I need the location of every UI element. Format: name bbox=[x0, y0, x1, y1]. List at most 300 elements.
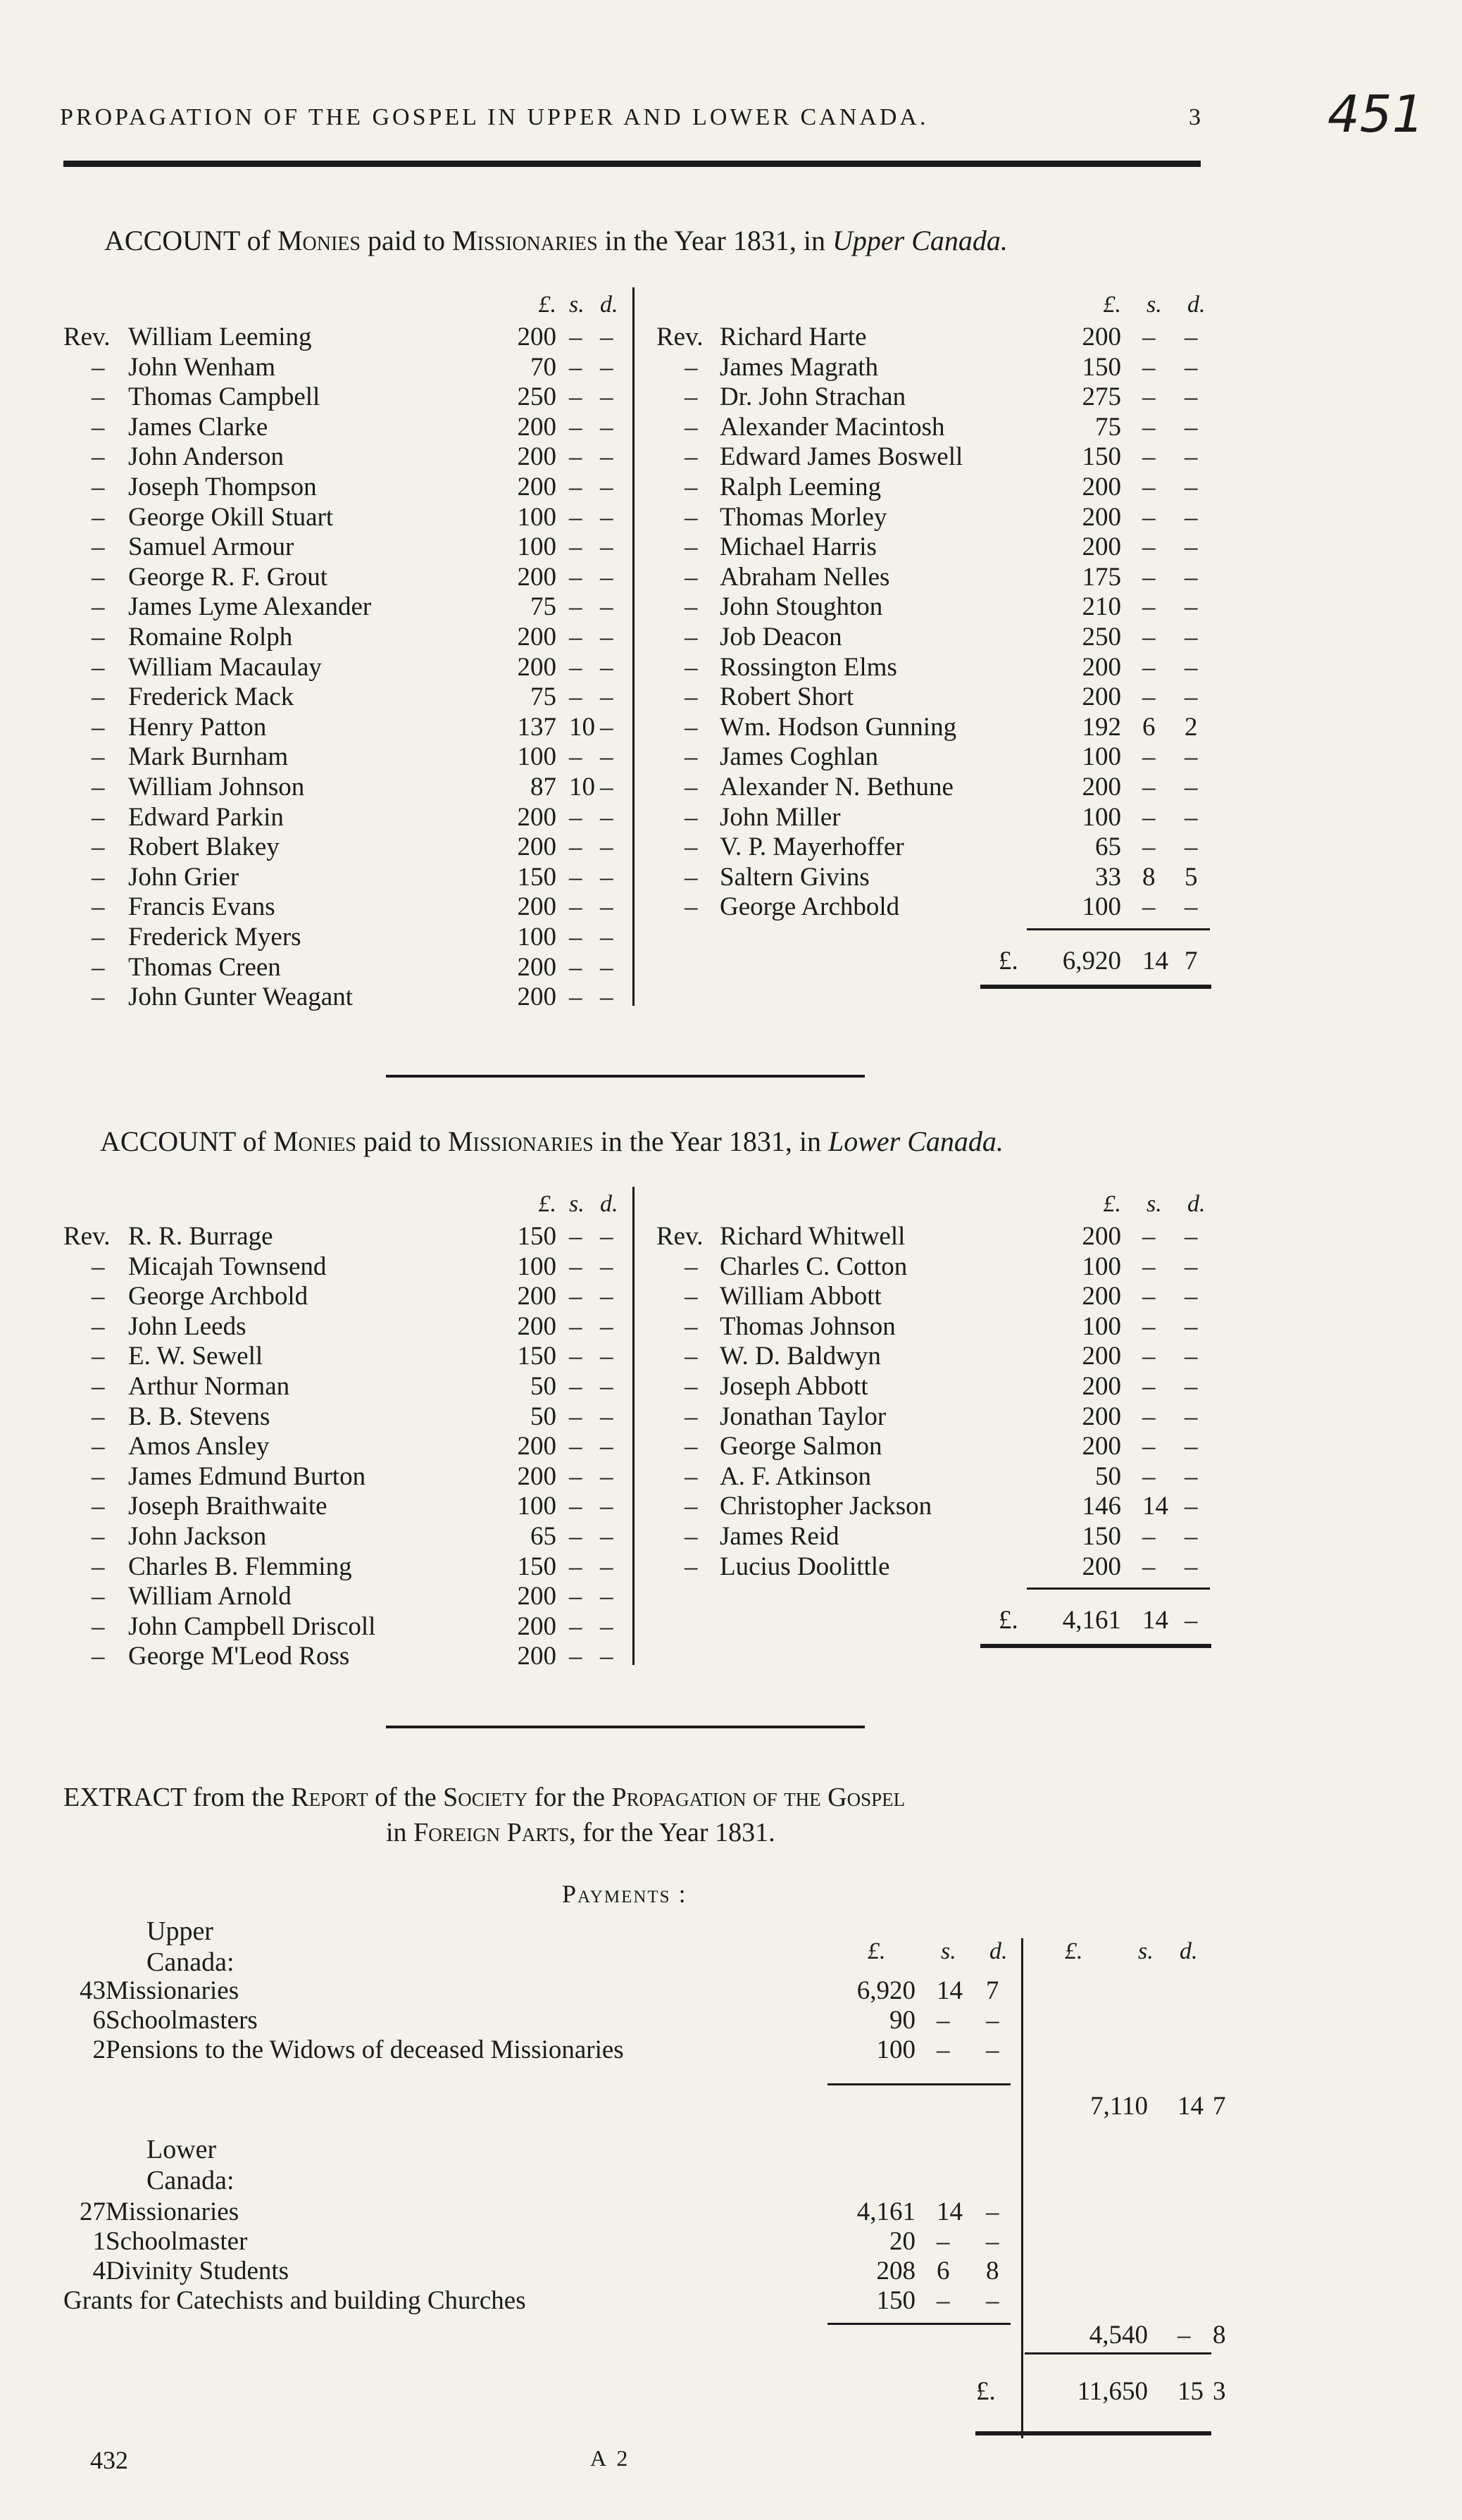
amount-pence: – bbox=[1185, 742, 1198, 772]
col-head-pounds: £. bbox=[1103, 292, 1121, 318]
missionary-name: William Leeming bbox=[128, 323, 312, 351]
amount-shillings: – bbox=[569, 1582, 582, 1611]
amount-shillings: – bbox=[1142, 1461, 1156, 1491]
subtotal-shillings: – bbox=[1177, 2321, 1191, 2350]
amount-pounds: 200 bbox=[517, 983, 556, 1012]
amount-pence: – bbox=[1185, 562, 1198, 592]
col-head-pence: d. bbox=[1187, 1191, 1206, 1217]
amount-shillings: – bbox=[1142, 832, 1156, 862]
name-prefix: – bbox=[92, 1252, 105, 1281]
subtotal-pence: 7 bbox=[1213, 2092, 1226, 2121]
amount-shillings: – bbox=[1142, 1282, 1156, 1311]
amount-shillings: 14 bbox=[1142, 1492, 1168, 1521]
subtotal-rule bbox=[827, 2323, 1011, 2325]
amount-pounds: 200 bbox=[517, 1582, 556, 1611]
amount-pounds: 50 bbox=[1095, 1461, 1121, 1491]
amount-pence: – bbox=[1185, 1432, 1198, 1461]
name-prefix: – bbox=[92, 382, 105, 412]
amount-shillings: – bbox=[569, 983, 582, 1012]
amount-shillings: – bbox=[569, 923, 582, 952]
missionary-name: V. P. Mayerhoffer bbox=[720, 832, 904, 862]
amount-shillings: – bbox=[569, 952, 582, 982]
missionary-name: A. F. Atkinson bbox=[720, 1461, 871, 1491]
amount-shillings: – bbox=[569, 532, 582, 562]
amount-pence: – bbox=[1185, 892, 1198, 922]
amount-shillings: 8 bbox=[1142, 862, 1156, 892]
amount-pence: – bbox=[600, 1282, 613, 1311]
amount-shillings: – bbox=[1142, 1372, 1156, 1401]
missionary-name: William Arnold bbox=[128, 1582, 292, 1611]
missionary-name: Richard Whitwell bbox=[720, 1222, 906, 1251]
missionary-name: Amos Ansley bbox=[128, 1432, 270, 1461]
amount-shillings: – bbox=[569, 1492, 582, 1521]
payment-label: Schoolmaster bbox=[106, 2227, 248, 2256]
name-prefix: – bbox=[92, 502, 105, 532]
amount-pence: – bbox=[600, 832, 613, 862]
amount-shillings: – bbox=[569, 323, 582, 351]
name-prefix: – bbox=[92, 412, 105, 442]
amount-pence: – bbox=[1185, 1311, 1198, 1341]
amount-pounds: 87 bbox=[530, 773, 556, 801]
missionary-name: George M'Leod Ross bbox=[128, 1642, 350, 1671]
amount-pence: – bbox=[600, 1402, 613, 1431]
name-prefix: – bbox=[685, 532, 698, 562]
name-prefix: – bbox=[92, 1461, 105, 1491]
amount-pounds: 200 bbox=[517, 623, 556, 651]
amount-shillings: – bbox=[1142, 412, 1156, 442]
missionary-name: Abraham Nelles bbox=[720, 562, 890, 592]
amount-pence: – bbox=[600, 1311, 613, 1341]
amount-pounds: 150 bbox=[517, 1342, 556, 1371]
name-prefix: – bbox=[685, 442, 698, 472]
subtotal-pence: 8 bbox=[1213, 2321, 1226, 2350]
payment-count: 2 bbox=[92, 2035, 106, 2064]
col-head-shillings: s. bbox=[569, 292, 585, 318]
amount-pence: – bbox=[600, 382, 613, 412]
total-symbol: £. bbox=[999, 1606, 1018, 1635]
amount-shillings: – bbox=[937, 2035, 950, 2064]
extract-report: Report bbox=[291, 1783, 368, 1812]
name-prefix: – bbox=[92, 562, 105, 592]
title-of: of bbox=[242, 1125, 266, 1157]
missionary-name: Thomas Creen bbox=[128, 952, 281, 982]
total-double-rule bbox=[980, 985, 1211, 989]
amount-pence: – bbox=[600, 442, 613, 472]
amount-pence: – bbox=[600, 682, 613, 712]
total-pounds: 4,161 bbox=[1062, 1606, 1121, 1635]
missionary-name: Edward Parkin bbox=[128, 802, 284, 832]
missionary-name: William Macaulay bbox=[128, 652, 322, 682]
amount-pounds: 100 bbox=[1082, 1311, 1121, 1341]
amount-pence: – bbox=[600, 712, 613, 742]
footer-number: 432 bbox=[90, 2446, 128, 2474]
amount-pence: – bbox=[1185, 1552, 1198, 1581]
total-double-rule bbox=[980, 1644, 1211, 1648]
amount-pounds: 200 bbox=[1082, 773, 1121, 801]
amount-pounds: 200 bbox=[1082, 1402, 1121, 1431]
col-head-shillings: s. bbox=[569, 1191, 585, 1217]
total-shillings: 14 bbox=[1142, 947, 1168, 975]
payment-count: 43 bbox=[80, 1976, 106, 2005]
name-prefix: – bbox=[92, 923, 105, 952]
amount-pence: – bbox=[600, 352, 613, 382]
amount-pounds: 200 bbox=[517, 442, 556, 472]
amount-pence: – bbox=[600, 1461, 613, 1491]
name-prefix: – bbox=[92, 1282, 105, 1311]
name-prefix: – bbox=[92, 952, 105, 982]
extract-year: for the Year 1831. bbox=[582, 1818, 775, 1847]
amount-shillings: – bbox=[1142, 1402, 1156, 1431]
amount-shillings: – bbox=[1142, 1432, 1156, 1461]
name-prefix: – bbox=[685, 652, 698, 682]
name-prefix: – bbox=[685, 712, 698, 742]
name-prefix: – bbox=[92, 352, 105, 382]
amount-shillings: – bbox=[569, 1611, 582, 1641]
payment-label: Missionaries bbox=[106, 1976, 239, 2005]
amount-pence: – bbox=[1185, 1252, 1198, 1281]
amount-pounds: 20 bbox=[889, 2227, 916, 2256]
missionary-name: William Johnson bbox=[128, 773, 305, 801]
name-prefix: – bbox=[92, 532, 105, 562]
name-prefix: – bbox=[92, 1582, 105, 1611]
amount-pounds: 200 bbox=[517, 1432, 556, 1461]
name-prefix: – bbox=[92, 442, 105, 472]
amount-pence: – bbox=[600, 1372, 613, 1401]
amount-pence: – bbox=[1185, 442, 1198, 472]
missionary-name: Robert Blakey bbox=[128, 832, 280, 862]
missionary-name: Thomas Morley bbox=[720, 502, 887, 532]
title-account: ACCOUNT bbox=[100, 1125, 236, 1157]
missionary-name: Charles B. Flemming bbox=[128, 1552, 352, 1581]
missionary-name: Wm. Hodson Gunning bbox=[720, 712, 957, 742]
amount-shillings: – bbox=[937, 2227, 950, 2256]
amount-shillings: – bbox=[569, 623, 582, 651]
amount-pence: – bbox=[1185, 382, 1198, 412]
amount-pence: – bbox=[600, 532, 613, 562]
missionary-name: John Anderson bbox=[128, 442, 284, 472]
amount-pounds: 100 bbox=[517, 532, 556, 562]
amount-pounds: 200 bbox=[1082, 1342, 1121, 1371]
amount-pounds: 150 bbox=[517, 862, 556, 892]
amount-pence: – bbox=[600, 562, 613, 592]
extract-text: for the bbox=[534, 1783, 605, 1812]
amount-pence: – bbox=[600, 502, 613, 532]
name-prefix: – bbox=[685, 562, 698, 592]
amount-pounds: 250 bbox=[1082, 623, 1121, 651]
amount-shillings: – bbox=[569, 742, 582, 772]
upper-canada-heading: Upper Canada: bbox=[146, 1916, 235, 1977]
title-place: Lower Canada. bbox=[827, 1125, 1004, 1157]
missionary-name: James Magrath bbox=[720, 352, 879, 382]
amount-pence: – bbox=[1185, 502, 1198, 532]
amount-shillings: 6 bbox=[1142, 712, 1156, 742]
payments-heading: Payments : bbox=[562, 1880, 687, 1908]
amount-shillings: 14 bbox=[937, 2197, 963, 2226]
name-prefix: – bbox=[92, 652, 105, 682]
name-prefix: – bbox=[685, 832, 698, 862]
amount-pounds: 65 bbox=[1095, 832, 1121, 862]
upper-account-title bbox=[104, 224, 1008, 257]
amount-shillings: – bbox=[1142, 802, 1156, 832]
amount-pence: – bbox=[1185, 412, 1198, 442]
payment-count: 1 bbox=[92, 2227, 106, 2256]
total-shillings: 15 bbox=[1177, 2377, 1204, 2406]
column-divider bbox=[632, 1187, 635, 1665]
amount-shillings: – bbox=[1142, 623, 1156, 651]
amount-pounds: 100 bbox=[1082, 742, 1121, 772]
name-prefix: – bbox=[92, 773, 105, 801]
amount-pence: – bbox=[1185, 323, 1198, 351]
name-prefix: – bbox=[685, 773, 698, 801]
subtotal-rule bbox=[827, 2083, 1011, 2085]
subtotal-rule bbox=[1025, 2352, 1211, 2354]
amount-pounds: 200 bbox=[1082, 1552, 1121, 1581]
amount-shillings: – bbox=[569, 1642, 582, 1671]
extract-text: of the bbox=[375, 1783, 437, 1812]
amount-pounds: 150 bbox=[517, 1552, 556, 1581]
amount-pence: – bbox=[1185, 652, 1198, 682]
name-prefix: – bbox=[92, 1642, 105, 1671]
name-prefix: – bbox=[685, 1372, 698, 1401]
col-head-pounds: £. bbox=[868, 1938, 886, 1964]
missionary-name: Richard Harte bbox=[720, 323, 867, 351]
subtotal-pounds: 4,540 bbox=[1089, 2321, 1148, 2350]
amount-pounds: 100 bbox=[517, 1252, 556, 1281]
name-prefix: – bbox=[685, 592, 698, 622]
name-prefix: – bbox=[92, 1311, 105, 1341]
amount-shillings: – bbox=[1142, 442, 1156, 472]
missionary-name: Micajah Townsend bbox=[128, 1252, 327, 1281]
missionary-name: John Stoughton bbox=[720, 592, 883, 622]
amount-pounds: 200 bbox=[517, 832, 556, 862]
missionary-name: Frederick Myers bbox=[128, 923, 301, 952]
lower-canada-heading: Lower Canada: bbox=[146, 2135, 235, 2195]
missionary-name: Joseph Thompson bbox=[128, 473, 317, 501]
name-prefix: – bbox=[92, 1342, 105, 1371]
missionary-name: James Reid bbox=[720, 1522, 839, 1551]
amount-pounds: 33 bbox=[1095, 862, 1121, 892]
name-prefix: – bbox=[685, 682, 698, 712]
amount-pence: – bbox=[1185, 1402, 1198, 1431]
amount-pounds: 100 bbox=[517, 502, 556, 532]
amount-pounds: 100 bbox=[517, 1492, 556, 1521]
amount-shillings: 10 bbox=[569, 773, 595, 801]
amount-shillings: – bbox=[569, 592, 582, 622]
name-prefix: – bbox=[92, 1552, 105, 1581]
amount-pounds: 50 bbox=[530, 1402, 556, 1431]
amount-pence: – bbox=[600, 802, 613, 832]
amount-pence: – bbox=[600, 1342, 613, 1371]
col-head-pence: d. bbox=[600, 292, 618, 318]
amount-pence: – bbox=[600, 952, 613, 982]
amount-pounds: 6,920 bbox=[856, 1976, 916, 2005]
amount-shillings: – bbox=[1142, 592, 1156, 622]
title-of: of bbox=[246, 225, 270, 256]
running-title: PROPAGATION OF THE GOSPEL IN UPPER AND LOWER CANADA. bbox=[60, 104, 929, 130]
extract-text: in bbox=[386, 1818, 407, 1847]
amount-pounds: 100 bbox=[1082, 1252, 1121, 1281]
total-symbol: £. bbox=[999, 947, 1018, 975]
name-prefix: – bbox=[92, 623, 105, 651]
amount-pounds: 200 bbox=[1082, 682, 1121, 712]
amount-pounds: 75 bbox=[1095, 412, 1121, 442]
total-shillings: 14 bbox=[1142, 1606, 1168, 1635]
page-number: 3 bbox=[1189, 104, 1201, 130]
amount-pence: – bbox=[1185, 592, 1198, 622]
name-prefix: – bbox=[685, 412, 698, 442]
name-prefix: – bbox=[92, 592, 105, 622]
amount-shillings: – bbox=[1142, 892, 1156, 922]
amount-pounds: 100 bbox=[1082, 802, 1121, 832]
missionary-name: Edward James Boswell bbox=[720, 442, 963, 472]
name-prefix: – bbox=[685, 1492, 698, 1521]
name-prefix: – bbox=[92, 742, 105, 772]
amount-pounds: 200 bbox=[1082, 1222, 1121, 1251]
total-pence: 3 bbox=[1213, 2377, 1226, 2406]
missionary-name: James Clarke bbox=[128, 412, 268, 442]
missionary-name: Lucius Doolittle bbox=[720, 1552, 890, 1581]
extract-foreign-parts: Foreign Parts, bbox=[413, 1818, 576, 1847]
name-prefix: – bbox=[92, 473, 105, 501]
section-divider bbox=[386, 1075, 865, 1078]
amount-shillings: – bbox=[1142, 742, 1156, 772]
amount-pounds: 200 bbox=[517, 892, 556, 922]
title-place: Upper Canada. bbox=[832, 225, 1008, 256]
missionary-name: George Archbold bbox=[128, 1282, 308, 1311]
amount-pounds: 100 bbox=[1082, 892, 1121, 922]
amount-pounds: 90 bbox=[889, 2006, 916, 2035]
amount-pence: 2 bbox=[1185, 712, 1198, 742]
missionary-name: John Campbell Driscoll bbox=[128, 1611, 376, 1641]
amount-shillings: – bbox=[569, 382, 582, 412]
missionary-name: John Grier bbox=[128, 862, 239, 892]
amount-pounds: 275 bbox=[1082, 382, 1121, 412]
amount-pence: – bbox=[600, 652, 613, 682]
subtotal-shillings: 14 bbox=[1177, 2092, 1204, 2121]
amount-pence: 5 bbox=[1185, 862, 1198, 892]
amount-pounds: 208 bbox=[876, 2257, 916, 2285]
total-pence: 7 bbox=[1185, 947, 1198, 975]
amount-shillings: – bbox=[569, 862, 582, 892]
column-divider bbox=[632, 287, 635, 1006]
name-prefix: – bbox=[685, 1311, 698, 1341]
name-prefix: – bbox=[92, 1611, 105, 1641]
amount-pounds: 200 bbox=[1082, 1282, 1121, 1311]
payment-count: 6 bbox=[92, 2006, 106, 2035]
subtotal-pounds: 7,110 bbox=[1090, 2092, 1148, 2121]
amount-pounds: 200 bbox=[517, 1642, 556, 1671]
amount-shillings: – bbox=[937, 2006, 950, 2035]
missionary-name: Henry Patton bbox=[128, 712, 267, 742]
amount-shillings: – bbox=[1142, 682, 1156, 712]
col-head-shillings: s. bbox=[941, 1938, 956, 1964]
total-rule bbox=[1027, 1588, 1210, 1590]
amount-pounds: 200 bbox=[1082, 473, 1121, 501]
amount-pounds: 200 bbox=[1082, 652, 1121, 682]
amount-shillings: – bbox=[1142, 562, 1156, 592]
amount-pence: – bbox=[600, 412, 613, 442]
missionary-name: Alexander N. Bethune bbox=[720, 773, 954, 801]
amount-pence: – bbox=[1185, 1282, 1198, 1311]
amount-shillings: – bbox=[1142, 473, 1156, 501]
name-prefix: – bbox=[92, 1492, 105, 1521]
name-prefix: – bbox=[92, 862, 105, 892]
name-prefix: – bbox=[92, 1522, 105, 1551]
extract-title-line1 bbox=[63, 1782, 905, 1813]
missionary-name: George Archbold bbox=[720, 892, 900, 922]
amount-pence: – bbox=[600, 742, 613, 772]
amount-pence: – bbox=[600, 1522, 613, 1551]
missionary-name: R. R. Burrage bbox=[128, 1222, 273, 1251]
grand-total-rule bbox=[975, 2431, 1211, 2435]
amount-shillings: – bbox=[569, 1342, 582, 1371]
amount-pence: – bbox=[600, 1432, 613, 1461]
missionary-name: James Lyme Alexander bbox=[128, 592, 372, 622]
amount-pence: – bbox=[600, 773, 613, 801]
total-pence: – bbox=[1185, 1606, 1198, 1635]
amount-pence: – bbox=[986, 2227, 999, 2256]
name-prefix: Rev. bbox=[656, 323, 704, 351]
amount-pence: – bbox=[600, 923, 613, 952]
col-head-pounds: £. bbox=[538, 1191, 556, 1217]
missionary-name: William Abbott bbox=[720, 1282, 882, 1311]
amount-pence: – bbox=[1185, 532, 1198, 562]
title-monies: Monies bbox=[277, 225, 361, 256]
amount-pence: – bbox=[986, 2197, 999, 2226]
missionary-name: E. W. Sewell bbox=[128, 1342, 263, 1371]
amount-pence: – bbox=[986, 2286, 999, 2315]
amount-pence: – bbox=[1185, 623, 1198, 651]
amount-pounds: 175 bbox=[1082, 562, 1121, 592]
name-prefix: – bbox=[685, 1342, 698, 1371]
amount-pence: – bbox=[1185, 832, 1198, 862]
missionary-name: John Miller bbox=[720, 802, 841, 832]
amount-pounds: 150 bbox=[1082, 352, 1121, 382]
total-pounds: 11,650 bbox=[1077, 2377, 1148, 2406]
amount-shillings: – bbox=[569, 1311, 582, 1341]
missionary-name: Mark Burnham bbox=[128, 742, 289, 772]
missionary-name: Charles C. Cotton bbox=[720, 1252, 908, 1281]
amount-pence: – bbox=[1185, 1461, 1198, 1491]
amount-shillings: – bbox=[569, 1552, 582, 1581]
missionary-name: George Salmon bbox=[720, 1432, 882, 1461]
col-head-pence: d. bbox=[1180, 1938, 1198, 1964]
amount-pence: – bbox=[600, 473, 613, 501]
amount-pounds: 150 bbox=[876, 2286, 916, 2315]
column-divider bbox=[1021, 1938, 1023, 2438]
amount-pounds: 200 bbox=[517, 323, 556, 351]
amount-pence: – bbox=[1185, 473, 1198, 501]
section-divider bbox=[386, 1726, 865, 1728]
amount-pence: – bbox=[600, 1642, 613, 1671]
amount-pounds: 75 bbox=[530, 592, 556, 622]
amount-pounds: 250 bbox=[517, 382, 556, 412]
col-head-pence: d. bbox=[600, 1191, 618, 1217]
total-pounds: 6,920 bbox=[1062, 947, 1121, 975]
amount-pence: – bbox=[600, 1222, 613, 1251]
amount-shillings: – bbox=[569, 1522, 582, 1551]
col-head-pounds: £. bbox=[1065, 1938, 1083, 1964]
name-prefix: – bbox=[92, 1372, 105, 1401]
amount-pence: – bbox=[600, 983, 613, 1012]
name-prefix: – bbox=[685, 802, 698, 832]
amount-shillings: 10 bbox=[569, 712, 595, 742]
amount-shillings: – bbox=[569, 892, 582, 922]
title-missionaries: Missionaries bbox=[447, 1125, 594, 1157]
amount-shillings: – bbox=[1142, 352, 1156, 382]
missionary-name: Rossington Elms bbox=[720, 652, 897, 682]
amount-pounds: 200 bbox=[517, 1611, 556, 1641]
